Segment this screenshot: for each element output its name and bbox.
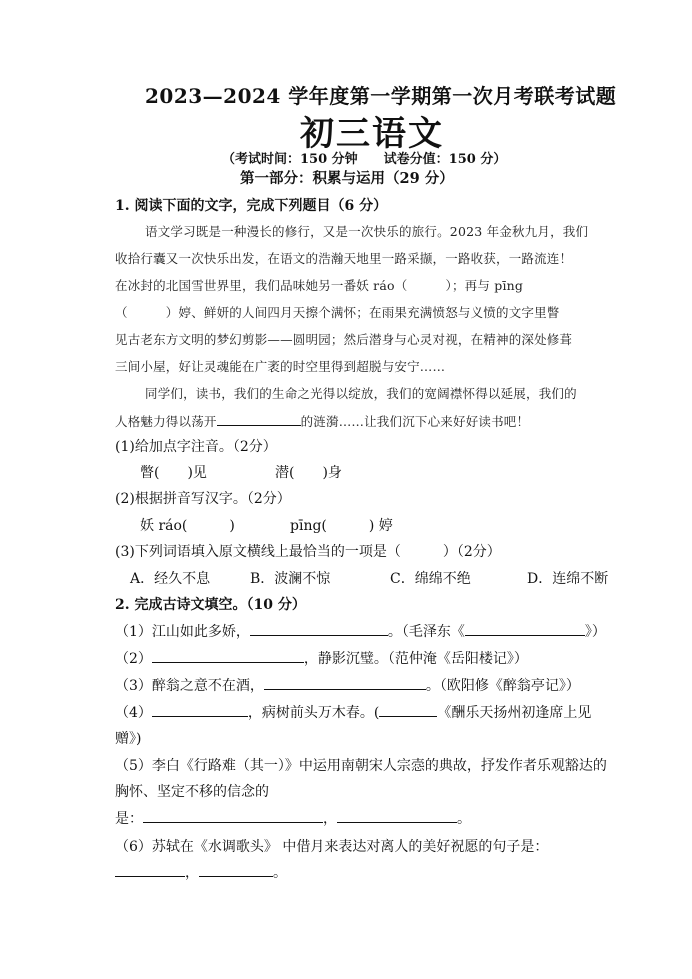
answer-blank[interactable] [465, 621, 585, 636]
hanzi-item: 妖 ráo( ) [140, 518, 235, 534]
item-text: 《酬乐天扬州初逢席上见 [437, 705, 592, 721]
item-text: 。（欧阳修《醉翁亭记》） [425, 678, 580, 694]
poem-item-2 [115, 648, 528, 668]
item-text: （4） [115, 705, 152, 721]
item-text: ，静影沉璧。（范仲淹《岳阳楼记》） [303, 651, 528, 667]
poem-item-5-cont: 胸怀、坚定不移的信念的 [115, 784, 269, 800]
poem-item-6: （6）苏轼在《水调歌头》 中借月来表达对离人的美好祝愿的句子是： [115, 839, 549, 855]
item-text: ， [323, 811, 337, 827]
item-text: 是： [115, 811, 143, 827]
item-text: ， [185, 865, 199, 881]
passage-line: （ ）婷、鲜妍的人间四月天擦个满怀；在雨果充满愤怒与义愤的文字里瞥 [115, 305, 560, 320]
answer-blank[interactable] [264, 675, 426, 690]
option-a[interactable]: A．经久不息 [130, 571, 211, 587]
answer-blank[interactable] [152, 648, 304, 663]
passage-line: 语文学习既是一种漫长的修行，又是一次快乐的旅行。2023 年金秋九月，我们 [145, 224, 589, 239]
item-text: 。（毛泽东《 [387, 624, 465, 640]
part-title: 第一部分：积累与运用（29 分） [240, 170, 454, 187]
passage-text: 人格魅力得以荡开 [115, 414, 217, 429]
item-text: 》） [584, 624, 606, 640]
poem-item-4 [115, 702, 591, 722]
sub-question-1: (1)给加点字注音。（2分） [115, 439, 277, 455]
answer-blank[interactable] [143, 808, 323, 823]
option-c[interactable]: C．绵绵不绝 [390, 571, 471, 587]
item-text: 。 [457, 811, 471, 827]
answer-blank[interactable] [217, 411, 301, 426]
answer-blank[interactable] [379, 702, 437, 717]
passage-line: 三间小屋，好让灵魂能在广袤的时空里得到超脱与安宁…… [115, 359, 446, 374]
answer-blank[interactable] [152, 702, 248, 717]
passage-line [115, 411, 529, 430]
exam-info: （考试时间：150 分钟 试卷分值：150 分） [222, 152, 507, 167]
answer-blank[interactable] [250, 621, 388, 636]
sub-question-2: (2)根据拼音写汉字。（2分） [115, 491, 291, 507]
sub-question-3: (3)下列词语填入原文横线上最恰当的一项是（ ）（2分） [115, 544, 501, 560]
question-1-heading: 1. 阅读下面的文字，完成下列题目（6 分） [115, 198, 388, 214]
exam-title: 2023—2024 学年度第一学期第一次月考联考试题 [145, 84, 617, 108]
option-b[interactable]: B．波澜不惊 [250, 571, 331, 587]
passage-text: 的涟漪……让我们沉下心来好好读书吧！ [300, 414, 530, 429]
question-2-heading: 2. 完成古诗文填空。（10 分） [115, 597, 306, 613]
item-text: （1）江山如此多娇， [115, 624, 250, 640]
answer-blank[interactable] [337, 808, 457, 823]
passage-line: 在冰封的北国雪世界里，我们品味她另一番妖 ráo（ ）；再与 pīng [115, 278, 524, 293]
pinyin-item: 瞥( )见 [140, 465, 207, 481]
option-d[interactable]: D．连绵不断 [527, 571, 609, 587]
poem-item-5-answer [115, 808, 471, 828]
passage-line: 收拾行囊又一次快乐出发，在语文的浩瀚天地里一路采撷，一路收获，一路流连！ [115, 251, 573, 266]
item-text: （3）醉翁之意不在酒， [115, 678, 264, 694]
poem-item-4-cont: 赠》) [115, 731, 142, 747]
subject-title: 初三语文 [300, 114, 444, 154]
poem-item-5: （5）李白《行路难（其一）》中运用南朝宋人宗悫的典故，抒发作者乐观豁达的 [115, 758, 607, 774]
poem-item-3 [115, 675, 580, 695]
poem-item-6-answer [115, 862, 287, 882]
poem-item-1 [115, 621, 606, 641]
item-text: 。 [273, 865, 287, 881]
passage-line: 同学们，读书，我们的生命之光得以绽放，我们的宽阔襟怀得以延展，我们的 [145, 386, 577, 401]
answer-blank[interactable] [199, 862, 273, 877]
hanzi-item: pīng( ) 婷 [290, 518, 393, 534]
passage-line: 见古老东方文明的梦幻剪影——圆明园；然后潜身与心灵对视，在精神的深处修葺 [115, 332, 573, 347]
item-text: ，病树前头万木春。( [247, 705, 380, 721]
pinyin-item: 潜( )身 [275, 465, 342, 481]
answer-blank[interactable] [115, 862, 185, 877]
item-text: （2） [115, 651, 152, 667]
